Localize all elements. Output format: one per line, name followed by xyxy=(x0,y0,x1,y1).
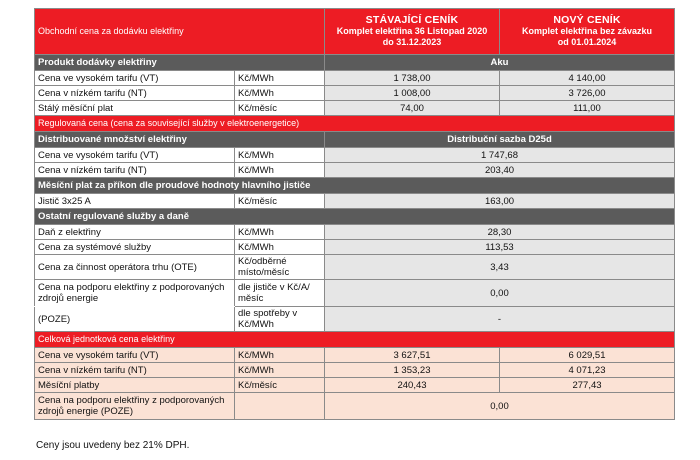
total-title: Celková jednotková cena elektřiny xyxy=(35,332,675,348)
distribution-value: Distribuční sazba D25d xyxy=(325,132,675,148)
table-row xyxy=(35,194,675,209)
table-row xyxy=(35,307,675,332)
table-row xyxy=(35,378,675,393)
row-label: Cena v nízkém tarifu (NT) xyxy=(35,86,235,101)
table-row xyxy=(35,240,675,255)
row-label: Cena v nízkém tarifu (NT) xyxy=(35,363,235,378)
row-label: Cena ve vysokém tarifu (VT) xyxy=(35,148,235,163)
row-label: Měsíční platby xyxy=(35,378,235,393)
row-value: 0,00 xyxy=(325,393,675,420)
header-current xyxy=(325,9,500,55)
row-label: Cena v nízkém tarifu (NT) xyxy=(35,163,235,178)
current-heading: STÁVAJÍCÍ CENÍK xyxy=(365,14,459,26)
table-row xyxy=(35,363,675,378)
poze-unit-consumption: dle spotřeby v Kč/MWh xyxy=(235,307,325,332)
poze-value-consumption: - xyxy=(325,307,675,332)
row-label: Cena na podporu elektřiny z podporovaných zdrojů energie (POZE) xyxy=(35,393,235,420)
row-current-value: 1 008,00 xyxy=(325,86,500,101)
total-section xyxy=(35,332,675,348)
row-label: Stálý měsíční plat xyxy=(35,101,235,116)
table-row xyxy=(35,163,675,178)
table-row xyxy=(35,86,675,101)
row-label: Cena ve vysokém tarifu (VT) xyxy=(35,71,235,86)
row-unit xyxy=(235,393,325,420)
table-row xyxy=(35,101,675,116)
vat-note: Ceny jsou uvedeny bez 21% DPH. xyxy=(36,440,190,451)
row-label: Cena za systémové služby xyxy=(35,240,235,255)
row-value: 3,43 xyxy=(325,255,675,280)
current-line1: Komplet elektřina 36 Listopad 2020 xyxy=(336,26,488,36)
row-unit: Kč/měsíc xyxy=(235,378,325,393)
price-table xyxy=(34,8,675,420)
row-unit: Kč/MWh xyxy=(235,363,325,378)
distribution-title: Distribuované množství elektřiny xyxy=(35,132,325,148)
row-value: 113,53 xyxy=(325,240,675,255)
row-label: Cena ve vysokém tarifu (VT) xyxy=(35,348,235,363)
row-unit: Kč/MWh xyxy=(235,163,325,178)
row-current-value: 240,43 xyxy=(325,378,500,393)
row-value: 163,00 xyxy=(325,194,675,209)
row-unit: Kč/MWh xyxy=(235,86,325,101)
row-value: 203,40 xyxy=(325,163,675,178)
poze-label-short: (POZE) xyxy=(35,307,235,332)
table-row xyxy=(35,71,675,86)
poze-unit-breaker: dle jističe v Kč/A/ měsíc xyxy=(235,280,325,307)
row-current-value: 1 738,00 xyxy=(325,71,500,86)
other-section xyxy=(35,209,675,225)
row-unit: Kč/MWh xyxy=(235,225,325,240)
regulated-section xyxy=(35,116,675,132)
row-label: Jistič 3x25 A xyxy=(35,194,235,209)
row-unit: Kč/MWh xyxy=(235,348,325,363)
new-line1: Komplet elektřina bez závazku xyxy=(521,26,653,36)
table-row xyxy=(35,255,675,280)
product-title: Produkt dodávky elektřiny xyxy=(35,55,325,71)
header-title: Obchodní cena za dodávku elektřiny xyxy=(35,9,325,55)
row-unit: Kč/odběrné místo/měsíc xyxy=(235,255,325,280)
regulated-title: Regulovaná cena (cena za související služby v elektroenergetice) xyxy=(35,116,675,132)
poze-label: Cena na podporu elektřiny z podporovaných zdrojů energie xyxy=(35,280,235,307)
row-unit: Kč/měsíc xyxy=(235,194,325,209)
breaker-title: Měsíční plat za příkon dle proudové hodnoty hlavního jističe xyxy=(35,178,675,194)
row-label: Daň z elektřiny xyxy=(35,225,235,240)
table-row xyxy=(35,280,675,307)
table-row xyxy=(35,348,675,363)
row-unit: Kč/MWh xyxy=(235,71,325,86)
row-unit: Kč/MWh xyxy=(235,240,325,255)
row-label: Cena za činnost operátora trhu (OTE) xyxy=(35,255,235,280)
row-unit: Kč/měsíc xyxy=(235,101,325,116)
header-row xyxy=(35,9,675,55)
poze-value-breaker: 0,00 xyxy=(325,280,675,307)
row-new-value: 4 140,00 xyxy=(500,71,675,86)
other-title: Ostatní regulované služby a daně xyxy=(35,209,675,225)
product-value: Aku xyxy=(325,55,675,71)
current-line2: do 31.12.2023 xyxy=(382,37,442,47)
row-new-value: 6 029,51 xyxy=(500,348,675,363)
new-line2: od 01.01.2024 xyxy=(557,37,617,47)
table-row xyxy=(35,393,675,420)
table-row xyxy=(35,148,675,163)
product-section xyxy=(35,55,675,71)
row-current-value: 3 627,51 xyxy=(325,348,500,363)
new-heading: NOVÝ CENÍK xyxy=(553,14,621,26)
row-current-value: 1 353,23 xyxy=(325,363,500,378)
distribution-section xyxy=(35,132,675,148)
row-new-value: 111,00 xyxy=(500,101,675,116)
row-new-value: 4 071,23 xyxy=(500,363,675,378)
row-new-value: 277,43 xyxy=(500,378,675,393)
row-new-value: 3 726,00 xyxy=(500,86,675,101)
row-value: 1 747,68 xyxy=(325,148,675,163)
row-value: 28,30 xyxy=(325,225,675,240)
table-row xyxy=(35,225,675,240)
breaker-section xyxy=(35,178,675,194)
header-new xyxy=(500,9,675,55)
row-unit: Kč/MWh xyxy=(235,148,325,163)
row-current-value: 74,00 xyxy=(325,101,500,116)
